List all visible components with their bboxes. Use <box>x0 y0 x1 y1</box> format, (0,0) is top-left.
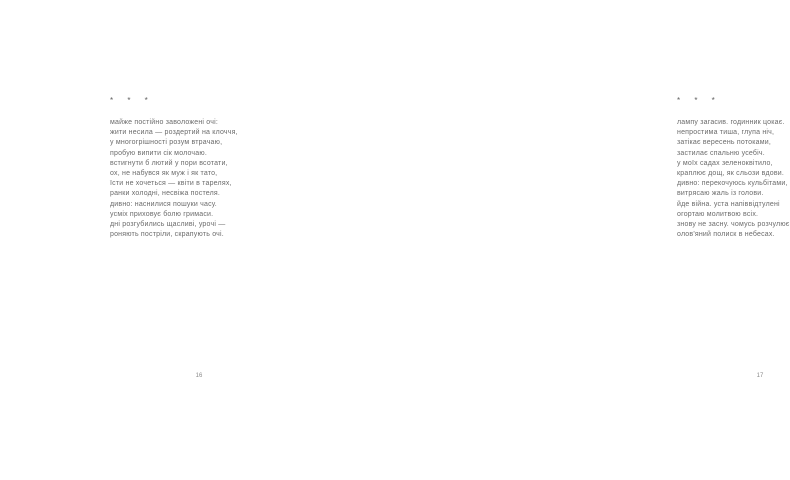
poem-line: пробую випити сік молочаю. <box>110 149 207 157</box>
poem-line: олов'яний полиск в небесах. <box>677 231 775 239</box>
poem-line: майже постійно заволожені очі: <box>110 119 218 126</box>
poem-line: огортаю молитвою всіх. <box>677 210 759 218</box>
right-stanza <box>677 96 790 240</box>
poem-right <box>677 118 790 240</box>
poem-line: ранки холодні, несвіжа постеля. <box>110 190 221 198</box>
poem-line: їсти не хочеться — квіти в тарелях, <box>110 180 232 188</box>
page-number-right: 17 <box>756 373 764 379</box>
poem-line: ох, не набувся як муж і як тато, <box>110 170 218 178</box>
poem-line: дні розгубились щасливі, урочі — <box>110 221 226 229</box>
poem-line: жити несила — роздертий на клоччя, <box>110 129 238 137</box>
poem-line: знову не засну. чомусь розчулює <box>677 221 790 229</box>
page-number-left: 16 <box>195 373 203 379</box>
poem-line: у моїх садах зеленоквітило, <box>677 159 773 167</box>
poem-line: витрясаю жаль із голови. <box>677 190 764 198</box>
poem-line: встигнути б лютий у пори всотати, <box>110 159 228 167</box>
poem-line: дивно: наснилися пошуки часу. <box>110 200 217 208</box>
poem-line: застилає спальню усебіч. <box>677 149 765 157</box>
poem-line: у многогрішності розум втрачаю, <box>110 139 223 147</box>
poem-line: роняють постріли, скрапують очі. <box>110 231 224 239</box>
poem-line: йде війна. уста напіввідтулені <box>677 200 780 208</box>
poem-line: усміх приховує болю гримаси. <box>110 210 214 218</box>
poem-line: краплює дощ, як сльози вдови. <box>677 170 785 178</box>
poem-left <box>110 118 238 240</box>
section-marker: * * * <box>110 96 154 105</box>
poem-line: непростима тиша, глупа ніч, <box>677 129 775 137</box>
poem-line: лампу загасив. годинник цокає. <box>677 119 785 126</box>
section-marker: * * * <box>677 96 721 105</box>
poem-line: затікає вересень потоками, <box>677 139 772 147</box>
left-page <box>0 0 320 480</box>
right-page <box>320 0 790 480</box>
left-stanza <box>110 96 238 240</box>
poem-line: дивно: перекочуюсь кульбітами, <box>677 180 788 188</box>
